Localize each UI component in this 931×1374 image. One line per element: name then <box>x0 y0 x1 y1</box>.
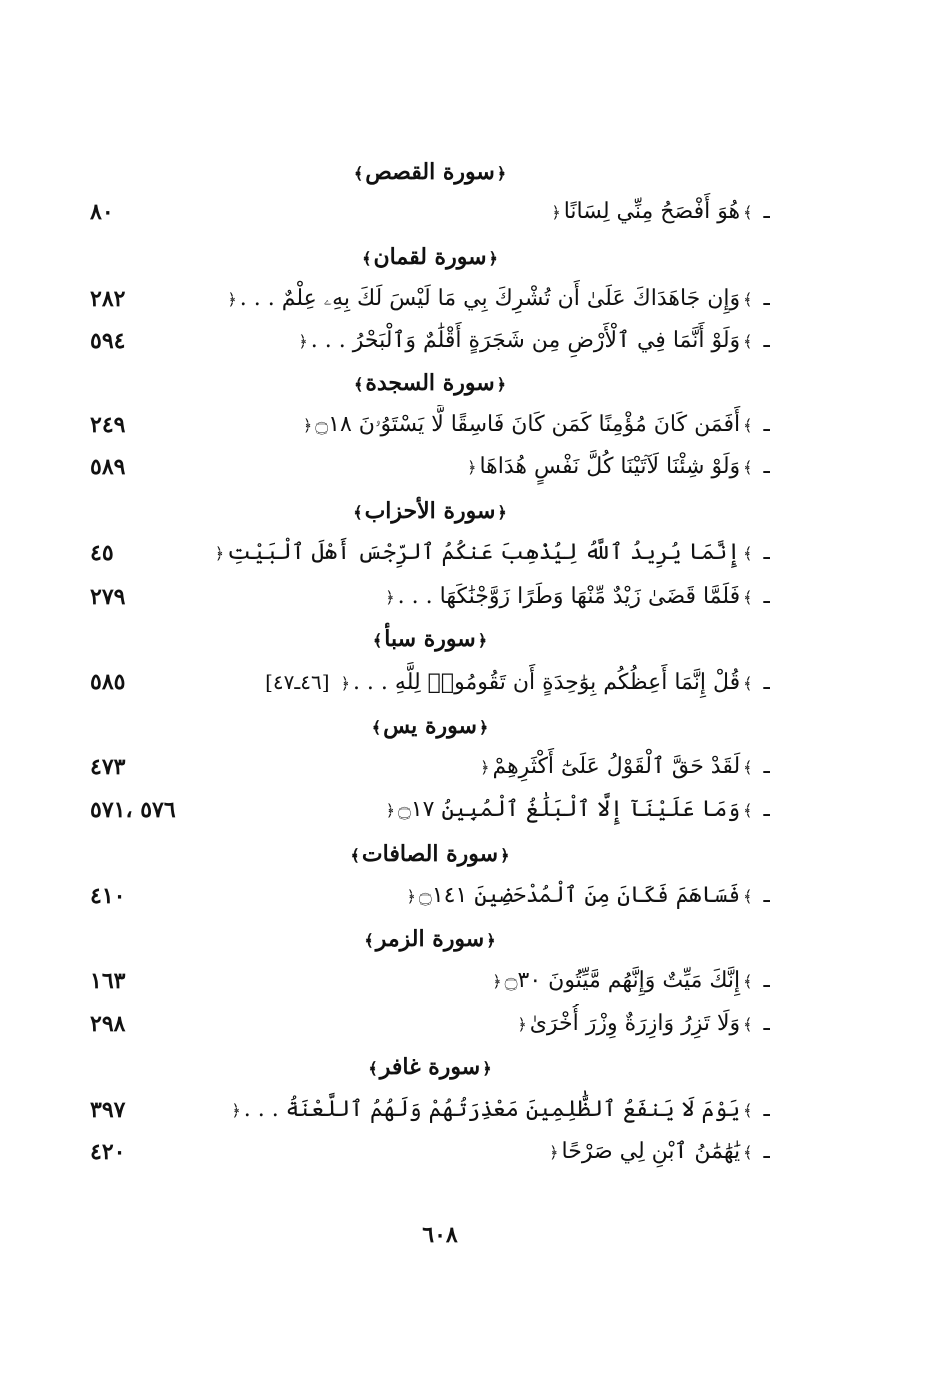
verse-text: ـ﴾هُوَ أَفْصَحُ مِنِّي لِسَانًا﴿ <box>551 199 770 224</box>
verse-text: ـ﴾وَلَا تَزِرُ وَازِرَةٌ وِزْرَ أُخْرَىٰ﴿ <box>517 1011 770 1036</box>
page-number: ٦٠٨ <box>422 1222 458 1248</box>
page-reference: ٣٩٧ <box>90 1097 126 1123</box>
verse-entry <box>90 876 770 916</box>
verse-text: ـ﴾أَفَمَن كَانَ مُؤْمِنًا كَمَن كَانَ فَاسِقًا لَّا يَسْتَوُۥنَ ۝١٨﴿ <box>302 412 770 437</box>
verse-text: ـ﴾قُلْ إِنَّمَا أَعِظُكُم بِوَٰحِدَةٍ أَن تَقُومُوا۟ لِلَّهِ . . .﴿[٤٦ـ٤٧] <box>265 670 770 695</box>
surah-title: سورة الصافات <box>361 841 499 867</box>
page-reference: ٤٧٣ <box>90 754 126 780</box>
page-reference: ١٦٣ <box>90 968 126 994</box>
verse-entry <box>90 321 770 361</box>
surah-heading: ﴿سورة غافر﴾ <box>368 1054 492 1080</box>
page-reference: ٤٥ <box>90 540 114 566</box>
verse-text: ـ﴾فَلَمَّا قَضَىٰ زَيْدٌ مِّنْهَا وَطَرًا زَوَّجْنَٰكَهَا . . .﴿ <box>385 584 770 609</box>
verse-entry <box>90 577 770 617</box>
page-reference: ٤١٠ <box>90 883 126 909</box>
verse-entry <box>90 790 770 830</box>
verse-text: ـ﴾يَٰهَٰمَٰنُ ٱبْنِ لِي صَرْحًا﴿ <box>549 1139 770 1164</box>
surah-heading: ﴿سورة الأحزاب﴾ <box>353 498 507 524</box>
verse-text: ـ﴾إِنَّكَ مَيِّتٌ وَإِنَّهُم مَّيِّتُونَ ۝٣٠﴿ <box>492 968 770 993</box>
verse-text: ـ﴾وَلَوْ أَنَّمَا فِي ٱلْأَرْضِ مِن شَجَرَةٍ أَقْلَٰمٌ وَٱلْبَحْرُ . . .﴿ <box>298 328 770 353</box>
surah-heading: ﴿سورة السجدة﴾ <box>353 370 507 396</box>
verse-entry <box>90 192 770 232</box>
verse-entry <box>90 533 770 573</box>
surah-heading: ﴿سورة الصافات﴾ <box>350 841 510 867</box>
surah-title: سورة الأحزاب <box>364 498 496 524</box>
page-reference: ٨٠ <box>90 199 114 225</box>
verse-entry <box>90 1090 770 1130</box>
surah-title: سورة القصص <box>365 159 495 185</box>
page-reference: ٢٧٩ <box>90 584 126 610</box>
verse-range: [٤٦ـ٤٧] <box>265 670 330 694</box>
verse-entry <box>90 747 770 787</box>
surah-title: سورة سبأ <box>384 626 476 652</box>
surah-heading: ﴿سورة سبأ﴾ <box>372 626 488 652</box>
ornament-close: ﴾ <box>353 164 364 183</box>
surah-heading: ﴿سورة لقمان﴾ <box>362 244 498 270</box>
verse-text: ـ﴾لَقَدْ حَقَّ ٱلْقَوْلُ عَلَىٰٓ أَكْثَرِهِمْ﴿ <box>480 754 770 779</box>
page-reference: ٥٨٥ <box>90 669 126 695</box>
verse-text: ـ﴾يَوْمَ لَا يَنفَعُ ٱلظَّٰلِمِينَ مَعْذِرَتُهُمْ وَلَهُمُ ٱللَّعْنَةُ . . .﴿ <box>231 1097 770 1122</box>
page-reference: ٥٧٦ ،٥٧١ <box>90 797 176 823</box>
verse-text: ـ﴾إِنَّمَا يُرِيدُ ٱللَّهُ لِيُذْهِبَ عَنكُمُ ٱلرِّجْسَ أَهْلَ ٱلْبَيْتِ﴿ <box>214 540 770 565</box>
verse-entry <box>90 662 770 702</box>
page-reference: ٢٨٢ <box>90 286 126 312</box>
surah-heading <box>300 152 560 192</box>
verse-text: ـ﴾وَلَوْ شِئْنَا لَآتَيْنَا كُلَّ نَفْسٍ هُدَاهَا﴿ <box>467 454 770 479</box>
verse-entry <box>90 1004 770 1044</box>
verse-text: ـ﴾وَمَا عَلَيْنَآ إِلَّا ٱلْبَلَٰغُ ٱلْمُبِينُ ۝١٧﴿ <box>385 797 770 822</box>
surah-heading: ﴿سورة يس﴾ <box>371 713 489 739</box>
verse-entry <box>90 447 770 487</box>
page-reference: ٥٨٩ <box>90 454 126 480</box>
verse-entry <box>90 961 770 1001</box>
page-reference: ٤٢٠ <box>90 1139 126 1165</box>
surah-title: سورة يس <box>383 713 477 739</box>
verse-entry <box>90 405 770 445</box>
page-reference: ٢٤٩ <box>90 412 126 438</box>
surah-title: سورة غافر <box>379 1054 481 1080</box>
ornament-open: ﴿ <box>496 164 507 183</box>
surah-title: سورة السجدة <box>365 370 495 396</box>
verse-text: ـ﴾فَسَاهَمَ فَكَانَ مِنَ ٱلْمُدْحَضِينَ ۝١٤١﴿ <box>406 883 770 908</box>
verse-text: ـ﴾وَإِن جَاهَدَاكَ عَلَىٰ أَن تُشْرِكَ بِي مَا لَيْسَ لَكَ بِهِۦ عِلْمٌ . . .﴿ <box>227 286 770 311</box>
verse-entry <box>90 279 770 319</box>
page-reference: ٢٩٨ <box>90 1011 126 1037</box>
surah-heading: ﴿سورة الزمر﴾ <box>364 926 496 952</box>
verse-entry <box>90 1132 770 1172</box>
surah-title: سورة لقمان <box>373 244 487 270</box>
page-reference: ٥٩٤ <box>90 328 126 354</box>
surah-title: سورة الزمر <box>375 926 485 952</box>
